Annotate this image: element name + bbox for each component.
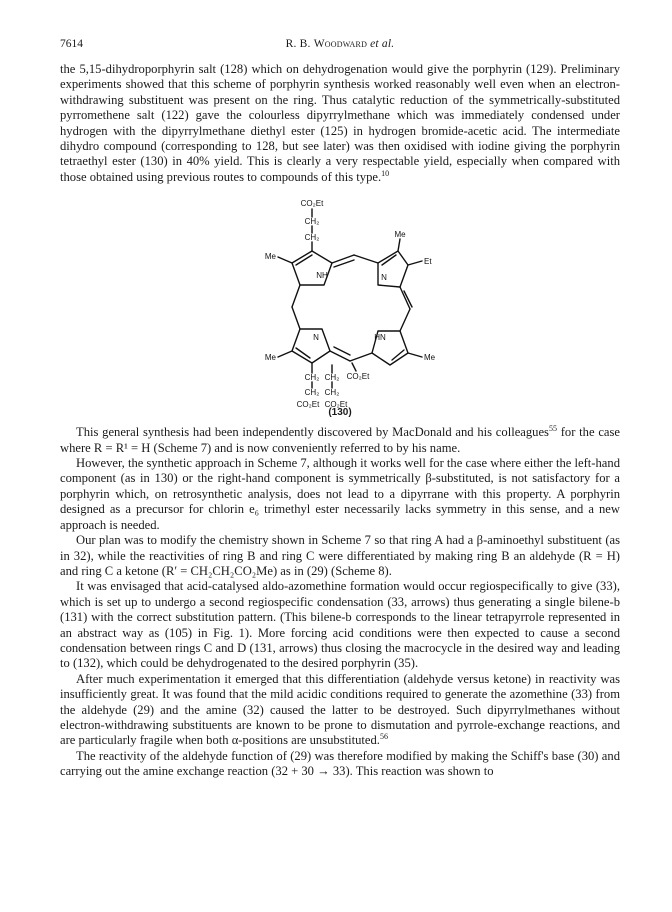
ch2-b4-label: CH₂ [324, 388, 340, 398]
reference-marker: 55 [548, 424, 557, 434]
paragraph-5: It was envisaged that acid-catalysed aldo-azomethine formation would occur regiospecifically to give (33), which is set up to undergo a second regiospecific condensation (33, arrows) thus generating a single bilene-b (131) with the correct substitution pattern. (This bilene-b corresponds to the linear tetrapyrrole represented in an abstract way as (105) in Fig. 1). More forcing acid conditions were then expected to cause a second condensation between rings C and D (131, arrows) thus closing the macrocycle in the desired way and leading to (132), which could be dehydrogenated to the desired porphyrin (35). [60, 579, 620, 671]
hn-lower-label: HN [374, 333, 386, 343]
reference-marker: 10 [381, 168, 390, 178]
me-top-right-label: Me [394, 230, 406, 240]
compound-label: (130) [328, 407, 352, 419]
paragraph-1-text: the 5,15-dihydroporphyrin salt (128) which on dehydrogenation would give the porphyrin (129). Preliminary experiments showed that this scheme of porphyrin synthesis worked reasonably well even when an electron-withdrawing substituent was present on the ring. Thus catalytic reduction of the symmetrically-substituted pyrromethene salt (122) gave the colourless dipyrrylmethane which was immediately condensed under hydrogen with the dipyrrylmethane diethyl ester (125) in hydrogen bromide-acetic acid. The intermediate dihydro compound (corresponding to 128, but see later) was then oxidised with iodine giving the porphyrin tetraethyl ester (130) in 40% yield. This is clearly a very respectable yield, especially when compared with those obtained using previous routes to compounds of this type. [60, 62, 620, 184]
structure-figure-130 [60, 195, 620, 417]
et-right-label: Et [424, 257, 432, 267]
co2et-b2-label: CO₂Et [324, 400, 348, 410]
author-prefix: R. B. [285, 38, 314, 50]
me-lower-left-label: Me [264, 353, 276, 363]
paragraph-2 [60, 425, 620, 456]
paragraph-4: Our plan was to modify the chemistry shown in Scheme 7 so that ring A had a β-aminoethyl substituent (as in 32), while the reactivities of ring B and ring C were differentiated by making ring B an aldehyde (R = H) and ring C a ketone (R′ = CH₂CH₂CO₂Me) as in (29) (Scheme 8). [60, 533, 620, 578]
ch2-b3-label: CH₂ [304, 388, 320, 398]
me-lower-right-label: Me [424, 353, 436, 363]
paragraph-7: The reactivity of the aldehyde function of (29) was therefore modified by making the Schiff's base (30) and carrying out the amine exchange reaction (32 + 30 → 33). This reaction was shown to [60, 748, 620, 779]
ch2-b2-label: CH₂ [324, 373, 340, 383]
ch2-top2-label: CH₂ [304, 233, 320, 243]
n-upper-right-label: N [381, 273, 387, 283]
paragraph-2-text-rest: for the case where R = R¹ = H (Scheme 7) and is now conveniently referred to by his name. [60, 425, 621, 455]
co2et-b-right-label: CO₂Et [346, 372, 370, 382]
co2et-top-label: CO₂Et [300, 199, 324, 209]
author-name: Woodward [313, 38, 368, 50]
nh-upper-label: NH [316, 271, 328, 281]
ch2-top1-label: CH₂ [304, 217, 320, 227]
running-header [60, 38, 620, 56]
running-title [60, 38, 620, 50]
co2et-b1-label: CO₂Et [296, 400, 320, 410]
ch2-b1-label: CH₂ [304, 373, 320, 383]
author-suffix: et al. [367, 38, 395, 50]
porphyrin-structure-drawing [60, 195, 620, 417]
page-number: 7614 [60, 38, 83, 50]
page [60, 38, 620, 780]
paragraph-1 [60, 62, 620, 185]
n-lower-left-label: N [313, 333, 319, 343]
paragraph-2-text: This general synthesis had been independently discovered by MacDonald and his colleagues [76, 425, 549, 440]
me-left-label: Me [264, 252, 276, 262]
paragraph-6-text: After much experimentation it emerged that this differentiation (aldehyde versus ketone) in reactivity was insufficiently great. It was found that the mild acidic conditions required to generate the azomethine (33) from the aldehyde (29) and the amine (32) caused the latter to be destroyed. Such dipyrrylmethanes without electron-withdrawing substituents are known to be prone to dismutation and pyrrole-exchange reactions, and are particularly fragile when both α-positions are unsubstituted. [60, 671, 620, 748]
paragraph-3: However, the synthetic approach in Scheme 7, although it works well for the case where either the left-hand component (as in 130) or the right-hand component is symmetrically β-substituted, is not satisfactory for a porphyrin which, on retrosynthetic analysis, does not lead to a dipyrrane with this property. A porphyrin designed as a precursor for chlorin e₆ trimethyl ester necessarily lacks symmetry in this sense, and a new approach is needed. [60, 456, 620, 532]
paragraph-6 [60, 672, 620, 749]
reference-marker: 56 [379, 732, 388, 742]
